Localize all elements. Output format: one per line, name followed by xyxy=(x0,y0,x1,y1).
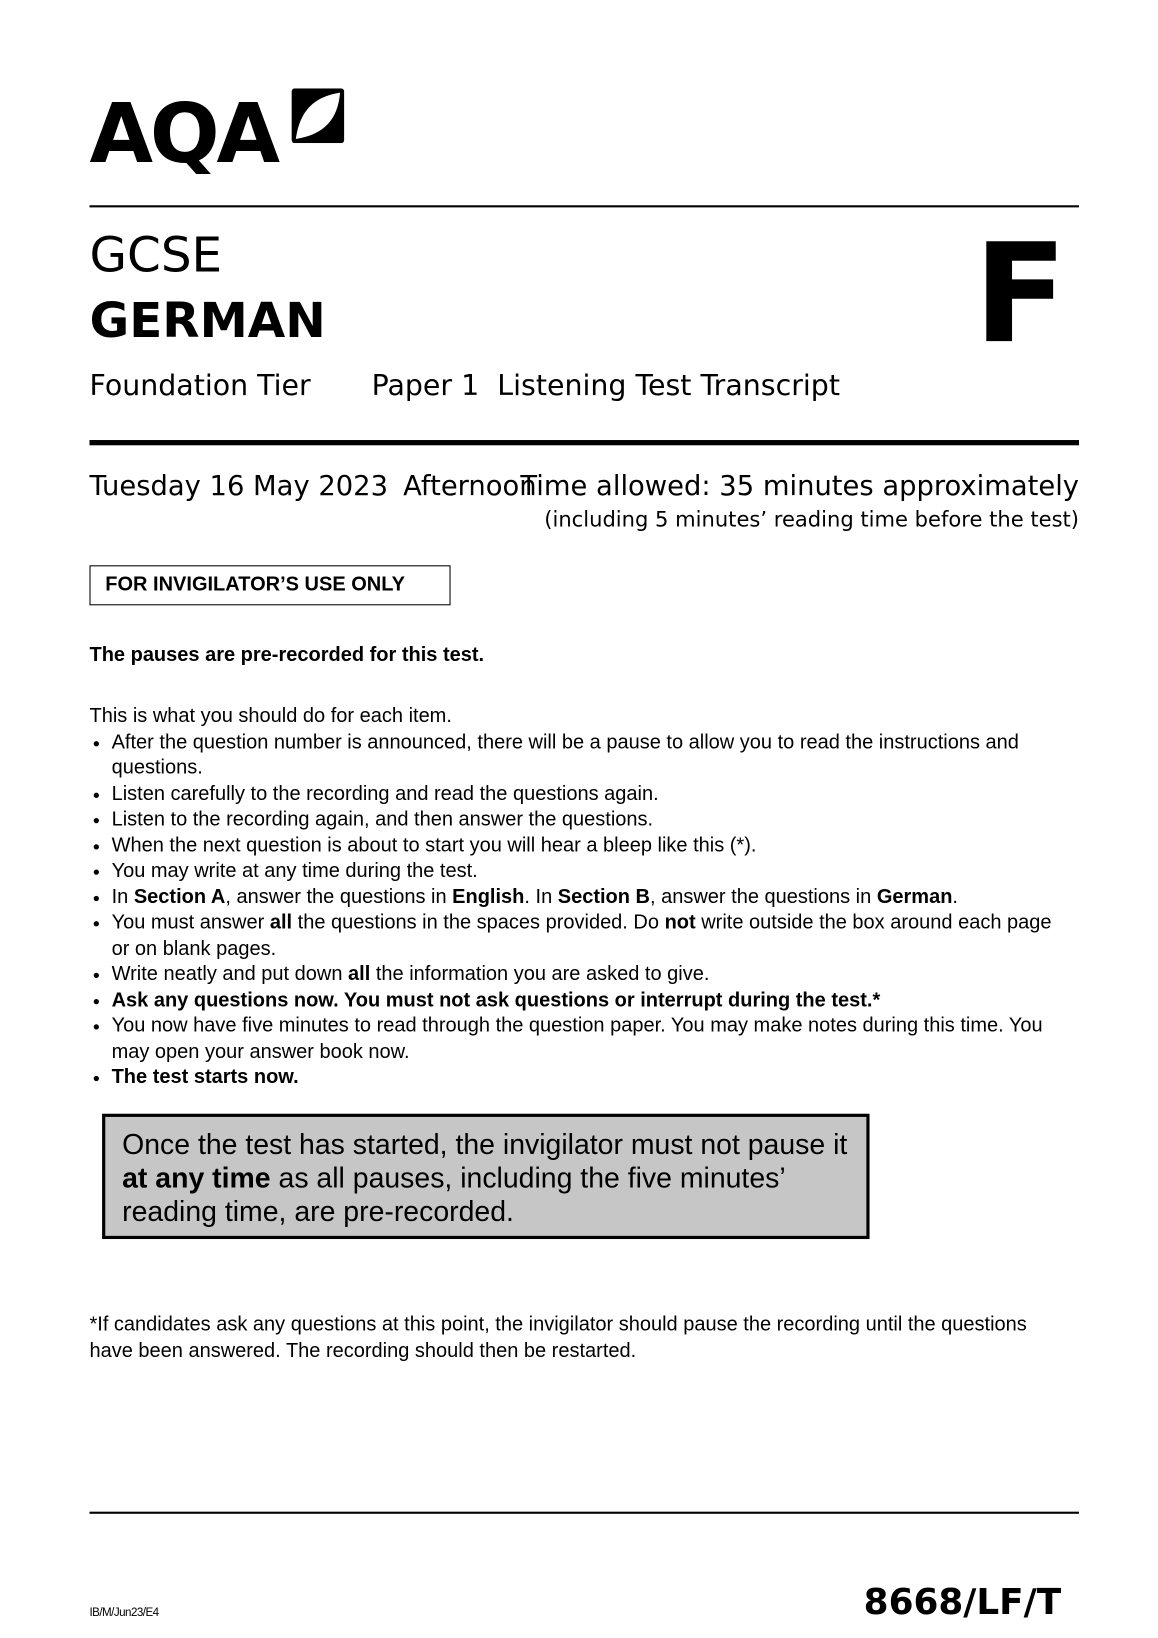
instruction-segment: , answer the questions in xyxy=(225,885,453,908)
instruction-text: Listen carefully to the recording and read the questions again. xyxy=(111,782,659,805)
instructions-intro: This is what you should do for each item. xyxy=(89,705,452,728)
instruction-text: Ask any questions now. You must not ask questions or interrupt during the test.* xyxy=(111,989,881,1012)
instruction-item xyxy=(112,730,1069,782)
instruction-segment: Section B xyxy=(557,885,650,908)
pauses-note: The pauses are pre-recorded for this test. xyxy=(89,644,485,667)
qualification: GCSE xyxy=(89,226,223,284)
instruction-text: The test starts now. xyxy=(111,1066,299,1089)
instruction-item xyxy=(112,911,1069,963)
invigilator-box xyxy=(89,565,450,605)
instruction-segment: the information you are asked to give. xyxy=(370,963,710,986)
instruction-item xyxy=(112,885,1069,911)
instruction-text: Listen to the recording again, and then answer the questions. xyxy=(111,808,654,831)
notice-part2: as all pauses, including the five minutes’ reading time, are pre-recorded. xyxy=(122,1162,785,1228)
aqa-leaf-icon xyxy=(292,88,345,143)
notice-part1: Once the test has started, the invigilator must not pause it xyxy=(122,1128,848,1161)
paper-code: 8668/LF/T xyxy=(863,1581,1062,1624)
instruction-segment: German xyxy=(876,885,953,908)
instruction-text: You now have five minutes to read through the question paper. You may make notes during this time. You may open your answer book now. xyxy=(111,1014,1043,1063)
instruction-segment: the questions in the spaces provided. Do xyxy=(292,911,665,934)
instruction-item xyxy=(112,988,1069,1014)
instruction-segment: In xyxy=(111,885,134,908)
instruction-segment: write outside the box around each page or on blank pages. xyxy=(111,911,1052,960)
paper-name: Listening Test Transcript xyxy=(497,369,840,403)
instruction-item xyxy=(112,1065,1069,1091)
footer-ref: IB/M/Jun23/E4 xyxy=(89,1606,159,1620)
instruction-item xyxy=(112,807,1069,833)
tier: Foundation Tier xyxy=(89,369,311,403)
notice-emphasis: at any time xyxy=(122,1162,271,1194)
paper-number: Paper 1 xyxy=(371,369,480,403)
instruction-segment: Section A xyxy=(133,885,226,908)
time-note: (including 5 minutes’ reading time before the test) xyxy=(544,506,1080,532)
instruction-segment: all xyxy=(348,963,371,986)
invigilator-label: FOR INVIGILATOR’S USE ONLY xyxy=(105,573,405,596)
tier-letter: F xyxy=(973,213,1068,374)
instruction-segment: Write neatly and put down xyxy=(111,963,349,986)
instruction-text: When the next question is about to start you will hear a bleep like this (*). xyxy=(111,834,757,857)
logo-text: AQA xyxy=(89,87,277,183)
paper-title xyxy=(372,368,840,404)
subject: GERMAN xyxy=(89,291,326,349)
instruction-text: After the question number is announced, there will be a pause to allow you to read the instructions and questions. xyxy=(111,731,1019,779)
instruction-item xyxy=(112,782,1069,808)
notice-box xyxy=(102,1114,869,1239)
footnote: *If candidates ask any questions at this point, the invigilator should pause the recording until the questions have been answered. The recording should then be restarted. xyxy=(89,1313,1027,1362)
exam-session: Afternoon xyxy=(403,470,537,503)
instruction-segment: . xyxy=(952,885,958,908)
instruction-segment: , answer the questions in xyxy=(649,885,877,908)
instruction-segment: all xyxy=(269,911,293,934)
instruction-segment: English xyxy=(452,885,525,908)
notice-text xyxy=(105,1117,866,1229)
instruction-text: You may write at any time during the test. xyxy=(111,860,478,883)
instruction-segment: not xyxy=(664,911,696,934)
aqa-logo xyxy=(89,86,347,181)
footer-rule xyxy=(89,1512,1079,1514)
instruction-segment: You must answer xyxy=(111,911,270,934)
instruction-segment: . In xyxy=(524,885,558,908)
thick-rule xyxy=(89,440,1079,445)
top-rule xyxy=(89,205,1079,207)
exam-date: Tuesday 16 May 2023 xyxy=(89,470,389,503)
instruction-item xyxy=(112,859,1069,885)
instruction-item xyxy=(112,833,1069,859)
instruction-list xyxy=(89,730,1068,1091)
time-allowed: Time allowed: 35 minutes approximately xyxy=(520,470,1080,503)
instruction-item xyxy=(112,962,1069,988)
instruction-item xyxy=(112,1014,1069,1066)
instructions xyxy=(89,704,1068,1091)
